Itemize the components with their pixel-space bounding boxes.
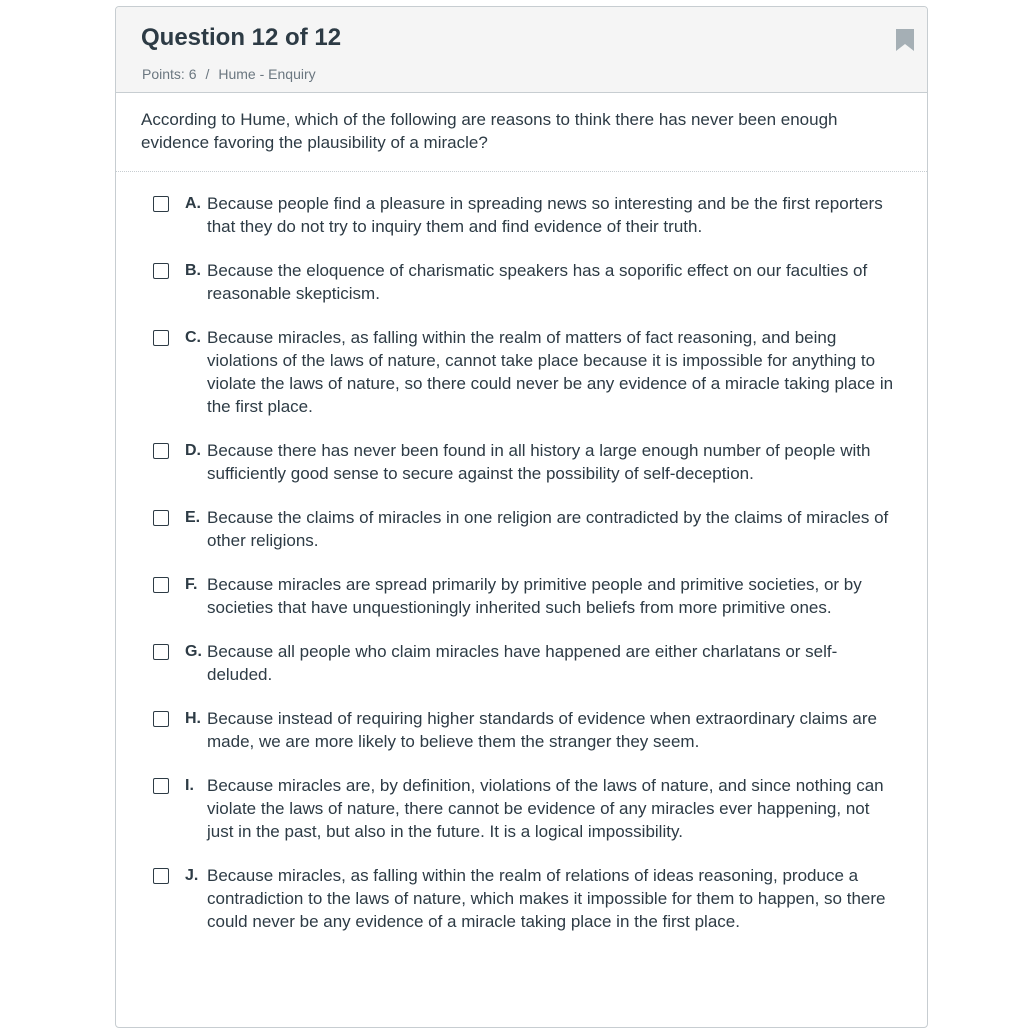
answer-letter: I. <box>185 777 194 794</box>
answer-letter: B. <box>185 262 201 279</box>
checkbox-icon[interactable] <box>153 711 169 727</box>
question-header <box>116 7 927 93</box>
answer-text: Because miracles are spread primarily by primitive people and primitive societies, or by societies that have unquestioningly inherited such beliefs from more primitive ones. <box>207 575 862 617</box>
checkbox-icon[interactable] <box>153 330 169 346</box>
category-label: Hume - Enquiry <box>218 66 316 82</box>
answer-letter: J. <box>185 867 199 884</box>
answer-text: Because miracles, as falling within the realm of relations of ideas reasoning, produce a contradiction to the laws of nature, which makes it impossible for them to happen, so there could never be any evidence of a miracle taking place in the first place. <box>207 866 886 931</box>
answer-list <box>116 172 927 933</box>
checkbox-icon[interactable] <box>153 577 169 593</box>
question-text: According to Hume, which of the following are reasons to think there has never been enough evidence favoring the plausibility of a miracle? <box>116 93 927 172</box>
question-title: Question 12 of 12 <box>141 24 342 51</box>
question-meta <box>142 66 316 82</box>
answer-text: Because miracles are, by definition, violations of the laws of nature, and since nothing can violate the laws of nature, there cannot be evidence of any miracles ever happening, not just in the past, but also in the future. It is a logical impossibility. <box>207 776 884 841</box>
answer-letter: H. <box>185 710 201 727</box>
answer-letter: D. <box>185 442 201 459</box>
answer-letter: G. <box>185 643 202 660</box>
answer-option-a[interactable] <box>116 192 927 238</box>
points-label: Points: 6 <box>142 66 197 82</box>
answer-text: Because the eloquence of charismatic speakers has a soporific effect on our faculties of reasonable skepticism. <box>207 261 868 303</box>
answer-option-c[interactable] <box>116 326 927 418</box>
answer-option-i[interactable] <box>116 774 927 843</box>
answer-text: Because miracles, as falling within the realm of matters of fact reasoning, and being violations of the laws of nature, cannot take place because it is impossible for anything to violate the laws of nature, so there could never be any evidence of a miracle taking place in the first place. <box>207 328 894 416</box>
answer-text: Because there has never been found in all history a large enough number of people with sufficiently good sense to secure against the possibility of self-deception. <box>207 441 871 483</box>
checkbox-icon[interactable] <box>153 868 169 884</box>
checkbox-icon[interactable] <box>153 644 169 660</box>
checkbox-icon[interactable] <box>153 443 169 459</box>
answer-option-g[interactable] <box>116 640 927 686</box>
answer-option-f[interactable] <box>116 573 927 619</box>
answer-text: Because the claims of miracles in one religion are contradicted by the claims of miracles of other religions. <box>207 508 889 550</box>
answer-letter: E. <box>185 509 201 526</box>
answer-letter: A. <box>185 195 201 212</box>
answer-letter: F. <box>185 576 198 593</box>
answer-option-h[interactable] <box>116 707 927 753</box>
question-card <box>115 6 928 1028</box>
checkbox-icon[interactable] <box>153 510 169 526</box>
answer-option-e[interactable] <box>116 506 927 552</box>
bookmark-icon[interactable] <box>896 29 914 51</box>
answer-option-j[interactable] <box>116 864 927 933</box>
checkbox-icon[interactable] <box>153 778 169 794</box>
answer-option-b[interactable] <box>116 259 927 305</box>
checkbox-icon[interactable] <box>153 196 169 212</box>
checkbox-icon[interactable] <box>153 263 169 279</box>
answer-letter: C. <box>185 329 201 346</box>
meta-separator: / <box>205 66 210 82</box>
answer-text: Because people find a pleasure in spreading news so interesting and be the first reporters that they do not try to inquiry them and find evidence of their truth. <box>207 194 883 236</box>
answer-text: Because all people who claim miracles have happened are either charlatans or self-deluded. <box>207 642 838 684</box>
answer-text: Because instead of requiring higher standards of evidence when extraordinary claims are made, we are more likely to believe them the stranger they seem. <box>207 709 877 751</box>
answer-option-d[interactable] <box>116 439 927 485</box>
